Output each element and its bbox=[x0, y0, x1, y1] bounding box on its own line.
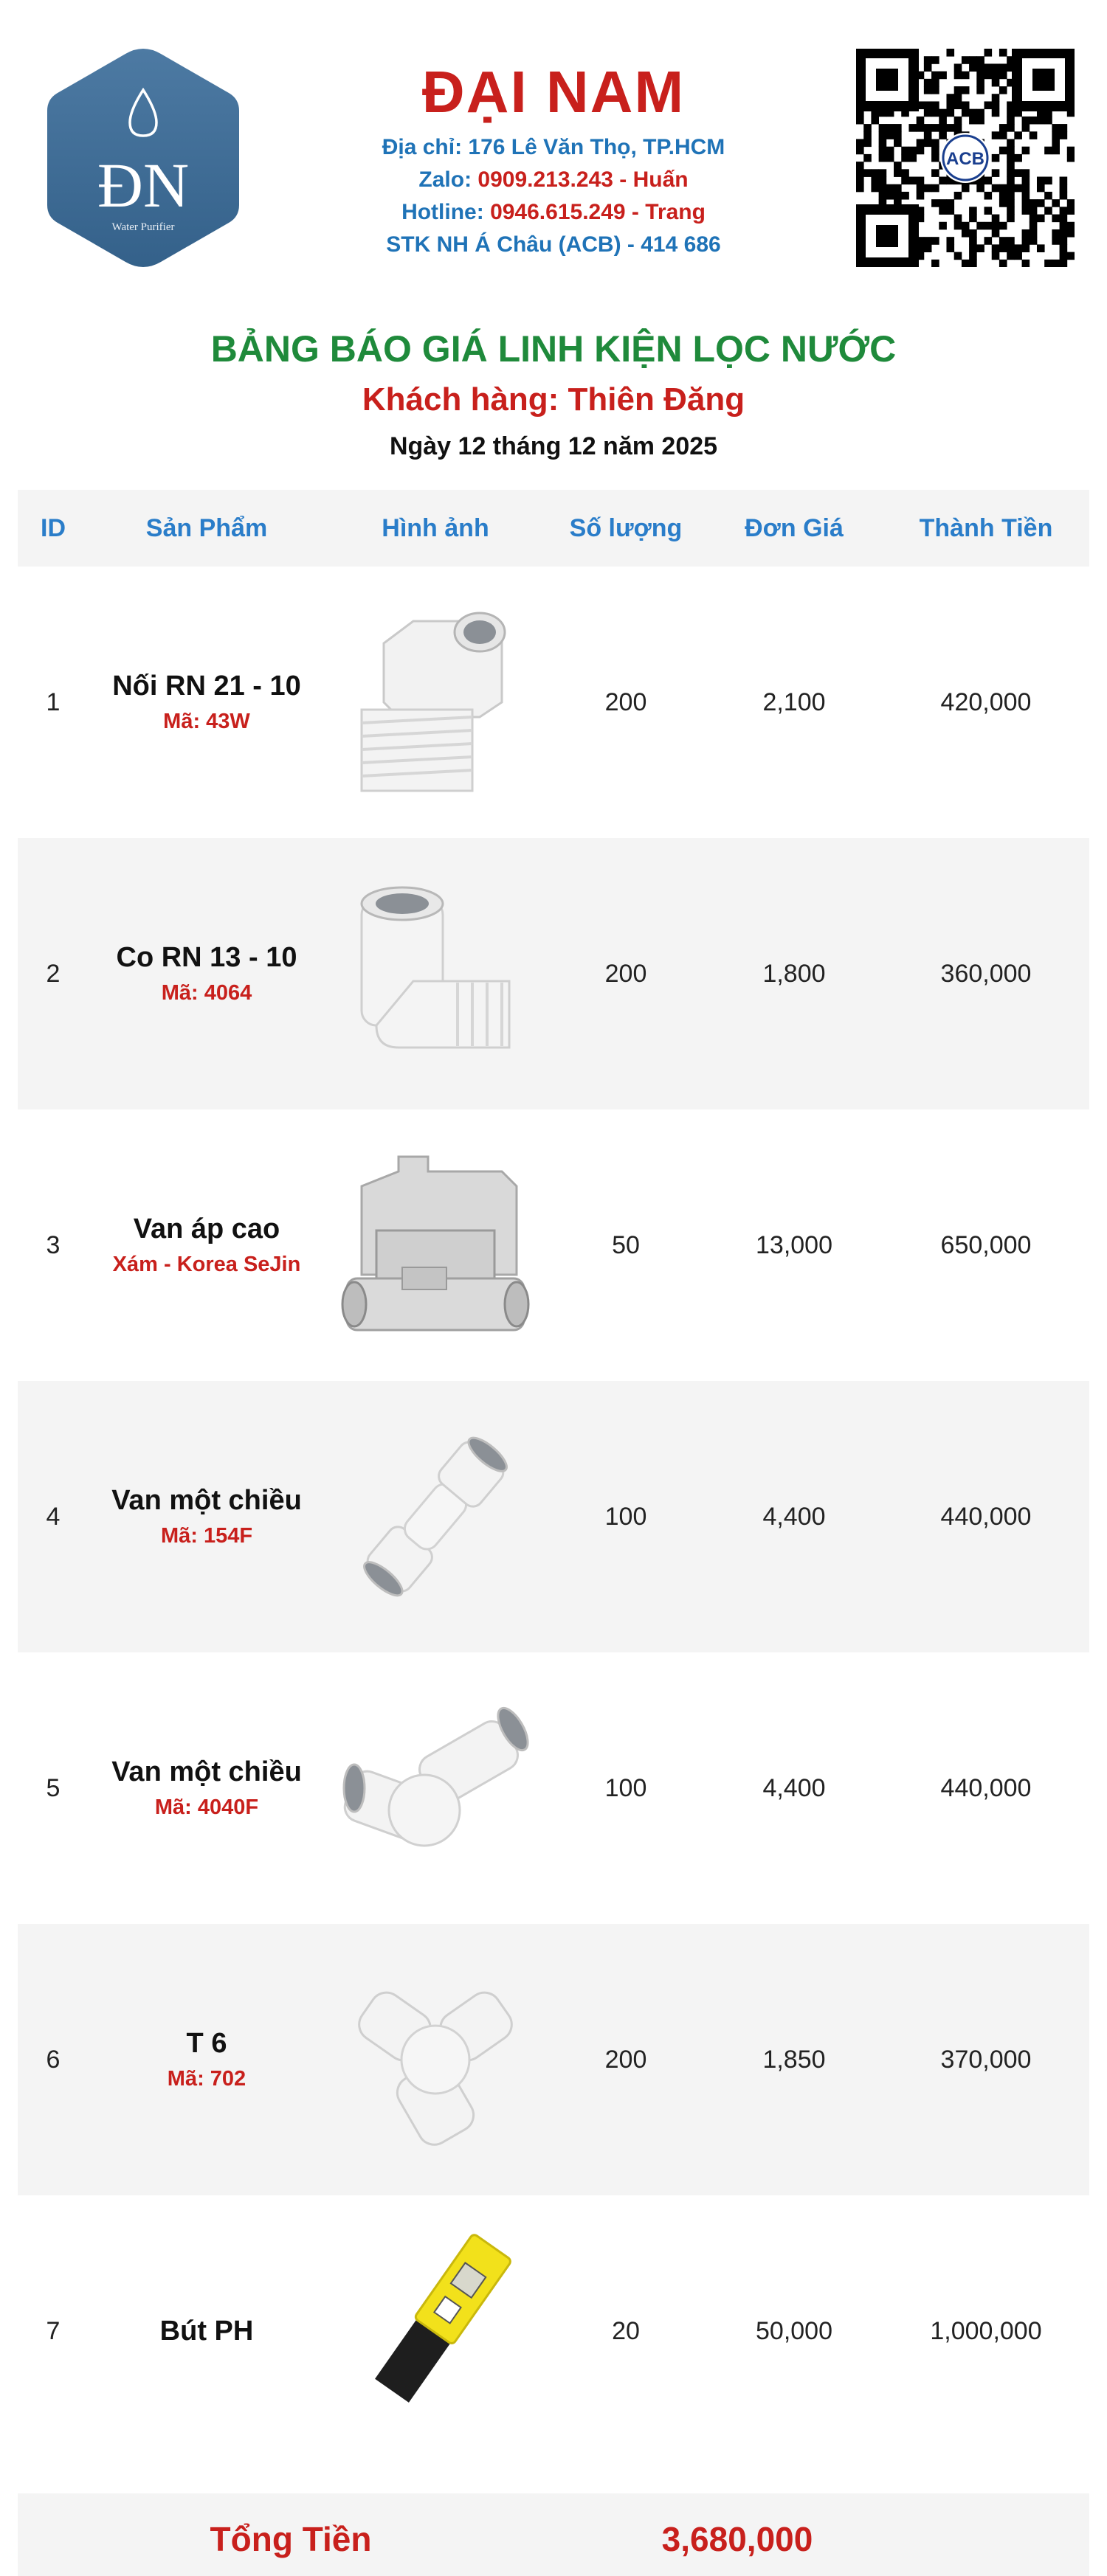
check-valve-elbow-icon bbox=[325, 1681, 546, 1895]
hotline-line bbox=[288, 196, 819, 229]
row-image bbox=[325, 867, 546, 1081]
grand-total-label: Tổng Tiền bbox=[210, 2520, 372, 2558]
row-id: 4 bbox=[46, 1502, 61, 1531]
row-product bbox=[89, 667, 325, 738]
row-image bbox=[325, 1410, 546, 1624]
zalo-label: Zalo: bbox=[418, 167, 478, 192]
product-name: Nối RN 21 - 10 bbox=[112, 671, 301, 702]
row-price: 13,000 bbox=[756, 1230, 832, 1259]
row-price: 1,850 bbox=[762, 2045, 826, 2074]
company-address: Địa chỉ: 176 Lê Văn Thọ, TP.HCM bbox=[382, 135, 725, 159]
row-image bbox=[325, 595, 546, 809]
row-price: 1,800 bbox=[762, 959, 826, 988]
row-qty: 100 bbox=[604, 1773, 647, 1802]
grand-total-value: 3,680,000 bbox=[661, 2520, 813, 2558]
company-logo bbox=[43, 44, 244, 271]
company-name: ĐẠI NAM bbox=[421, 59, 686, 125]
table-row bbox=[18, 838, 1089, 1109]
row-product bbox=[89, 938, 325, 1009]
customer-name: Khách hàng: Thiên Đăng bbox=[362, 381, 745, 418]
qr-code bbox=[856, 49, 1075, 267]
product-name: Co RN 13 - 10 bbox=[116, 942, 297, 973]
table-row bbox=[18, 1109, 1089, 1381]
row-product bbox=[89, 1481, 325, 1552]
company-info bbox=[288, 59, 819, 261]
table-row bbox=[18, 567, 1089, 838]
row-total: 360,000 bbox=[940, 959, 1032, 988]
product-name: Bút PH bbox=[159, 2316, 254, 2347]
header-price: Đơn Giá bbox=[745, 513, 844, 542]
row-image bbox=[325, 1953, 546, 2167]
row-qty: 50 bbox=[612, 1230, 640, 1259]
tee-fitting-icon bbox=[325, 1953, 546, 2167]
check-valve-straight-icon bbox=[325, 1410, 546, 1624]
straight-threaded-fitting-icon bbox=[325, 595, 546, 809]
ph-pen-icon bbox=[325, 2224, 546, 2438]
row-image bbox=[325, 1138, 546, 1352]
header-image: Hình ảnh bbox=[382, 513, 489, 542]
row-total: 1,000,000 bbox=[930, 2316, 1042, 2345]
product-name: Van áp cao bbox=[133, 1213, 280, 1244]
elbow-threaded-fitting-icon bbox=[325, 867, 546, 1081]
logo-monogram: ĐN bbox=[97, 150, 190, 221]
zalo-value: 0909.213.243 - Huấn bbox=[477, 167, 689, 192]
table-row bbox=[18, 1924, 1089, 2195]
header-total: Thành Tiền bbox=[919, 513, 1053, 542]
row-price: 4,400 bbox=[762, 1502, 826, 1531]
row-total: 650,000 bbox=[940, 1230, 1032, 1259]
grand-total-row bbox=[18, 2493, 1089, 2576]
table-row bbox=[18, 2195, 1089, 2467]
row-total: 420,000 bbox=[940, 688, 1032, 716]
logo-subtext: Water Purifier bbox=[111, 221, 175, 233]
row-id: 6 bbox=[46, 2045, 61, 2074]
header-qty: Số lượng bbox=[569, 513, 683, 542]
row-total: 440,000 bbox=[940, 1502, 1032, 1531]
product-code: Mã: 43W bbox=[163, 710, 250, 733]
row-product bbox=[89, 1753, 325, 1824]
page-header bbox=[0, 0, 1107, 295]
row-qty: 20 bbox=[612, 2316, 640, 2345]
row-qty: 200 bbox=[604, 688, 647, 716]
product-code: Mã: 4040F bbox=[154, 1796, 259, 1819]
header-id: ID bbox=[41, 513, 66, 542]
table-row bbox=[18, 1652, 1089, 1924]
hotline-value: 0946.615.249 - Trang bbox=[490, 200, 706, 224]
table-row bbox=[18, 1381, 1089, 1652]
product-code: Xám - Korea SeJin bbox=[112, 1253, 301, 1276]
quote-title: BẢNG BÁO GIÁ LINH KIỆN LỌC NƯỚC bbox=[210, 328, 897, 370]
row-id: 1 bbox=[46, 688, 61, 716]
row-id: 2 bbox=[46, 959, 61, 988]
pressure-switch-icon bbox=[325, 1138, 546, 1352]
header-product: Sản Phẩm bbox=[145, 513, 268, 542]
product-name: T 6 bbox=[186, 2028, 227, 2059]
row-total: 440,000 bbox=[940, 1773, 1032, 1802]
product-code: Mã: 154F bbox=[160, 1524, 253, 1548]
row-price: 4,400 bbox=[762, 1773, 826, 1802]
row-id: 5 bbox=[46, 1773, 61, 1802]
product-name: Van một chiều bbox=[111, 1485, 302, 1516]
bank-account: STK NH Á Châu (ACB) - 414 686 bbox=[386, 232, 721, 257]
row-product bbox=[89, 1210, 325, 1281]
product-name: Van một chiều bbox=[111, 1756, 302, 1787]
row-id: 7 bbox=[46, 2316, 61, 2345]
row-price: 50,000 bbox=[756, 2316, 832, 2345]
row-qty: 100 bbox=[604, 1502, 647, 1531]
zalo-line bbox=[288, 164, 819, 196]
product-code: Mã: 702 bbox=[167, 2067, 246, 2091]
row-image bbox=[325, 2224, 546, 2438]
product-code: Mã: 4064 bbox=[161, 981, 252, 1005]
row-product bbox=[89, 2312, 325, 2350]
row-total: 370,000 bbox=[940, 2045, 1032, 2074]
row-image bbox=[325, 1681, 546, 1895]
qr-badge-text: ACB bbox=[946, 149, 984, 169]
row-price: 2,100 bbox=[762, 688, 826, 716]
row-qty: 200 bbox=[604, 959, 647, 988]
hotline-label: Hotline: bbox=[401, 200, 491, 224]
table-header bbox=[18, 490, 1089, 567]
price-table bbox=[18, 490, 1089, 2576]
quote-date: Ngày 12 tháng 12 năm 2025 bbox=[389, 432, 718, 460]
row-id: 3 bbox=[46, 1230, 61, 1259]
row-qty: 200 bbox=[604, 2045, 647, 2074]
row-product bbox=[89, 2024, 325, 2095]
